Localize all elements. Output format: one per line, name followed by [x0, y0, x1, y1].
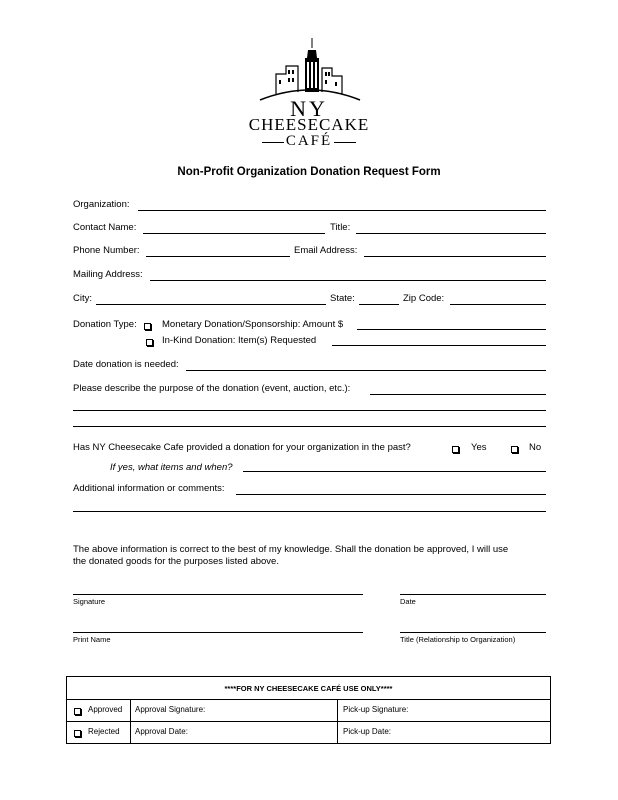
date-needed-label: Date donation is needed:	[73, 359, 179, 370]
email-field[interactable]	[364, 256, 546, 257]
form-title: Non-Profit Organization Donation Request Form	[177, 166, 441, 178]
signature-label: Signature	[73, 597, 106, 606]
inkind-items-field[interactable]	[332, 345, 546, 346]
office-use-col-1	[130, 699, 131, 743]
contact-name-label: Contact Name:	[73, 222, 137, 233]
approval-signature-label: Approval Signature:	[135, 705, 206, 714]
office-use-divider-2	[67, 721, 550, 722]
organization-field[interactable]	[138, 210, 546, 211]
relationship-label: Title (Relationship to Organization)	[400, 635, 516, 644]
logo-cheesecake: CHEESECAKE	[248, 115, 370, 134]
organization-label: Organization:	[73, 199, 130, 210]
past-donation-label: Has NY Cheesecake Cafe provided a donation for your organization in the past?	[73, 442, 411, 453]
zip-label: Zip Code:	[403, 293, 445, 304]
zip-field[interactable]	[450, 304, 546, 305]
contact-name-field[interactable]	[143, 233, 325, 234]
approval-date-label: Approval Date:	[135, 727, 188, 736]
phone-field[interactable]	[146, 256, 290, 257]
statement-line-2: the donated goods for the purposes listed above.	[73, 556, 279, 567]
if-yes-label: If yes, what items and when?	[110, 462, 233, 473]
phone-label: Phone Number:	[73, 245, 140, 256]
approved-checkbox[interactable]	[74, 706, 83, 715]
email-label: Email Address:	[294, 245, 358, 256]
rejected-checkbox[interactable]	[74, 728, 83, 737]
logo-ny: NY	[290, 96, 328, 121]
date-label: Date	[400, 597, 416, 606]
yes-label: Yes	[471, 442, 487, 453]
purpose-field-1[interactable]	[370, 394, 546, 395]
yes-checkbox[interactable]	[452, 444, 461, 453]
monetary-label: Monetary Donation/Sponsorship: Amount $	[162, 319, 344, 330]
purpose-field-3[interactable]	[73, 426, 546, 427]
inkind-checkbox[interactable]	[146, 337, 155, 346]
logo-rule-right	[334, 142, 356, 143]
mailing-field[interactable]	[150, 280, 546, 281]
pickup-signature-label: Pick-up Signature:	[343, 705, 409, 714]
title-label: Title:	[330, 222, 351, 233]
skyline-logo-icon	[254, 36, 366, 104]
date-field[interactable]	[400, 594, 546, 595]
print-name-field[interactable]	[73, 632, 363, 633]
pickup-date-label: Pick-up Date:	[343, 727, 392, 736]
monetary-amount-field[interactable]	[357, 329, 546, 330]
mailing-label: Mailing Address:	[73, 269, 143, 280]
city-field[interactable]	[96, 304, 326, 305]
no-checkbox[interactable]	[511, 444, 520, 453]
state-field[interactable]	[359, 304, 399, 305]
no-label: No	[529, 442, 542, 453]
office-use-col-2	[337, 699, 338, 743]
logo-cafe: CAFÉ	[285, 133, 333, 149]
relationship-field[interactable]	[400, 632, 546, 633]
statement-line-1: The above information is correct to the best of my knowledge. Shall the donation be approved, I will use	[73, 544, 509, 555]
city-label: City:	[73, 293, 92, 304]
monetary-checkbox[interactable]	[144, 321, 153, 330]
additional-field-2[interactable]	[73, 511, 546, 512]
office-use-table	[66, 676, 551, 744]
rejected-label: Rejected	[88, 727, 120, 736]
office-use-divider-1	[67, 699, 550, 700]
signature-field[interactable]	[73, 594, 363, 595]
additional-label: Additional information or comments:	[73, 483, 225, 494]
title-field[interactable]	[356, 233, 546, 234]
additional-field-1[interactable]	[236, 494, 546, 495]
date-needed-field[interactable]	[186, 370, 546, 371]
state-label: State:	[330, 293, 355, 304]
print-name-label: Print Name	[73, 635, 111, 644]
if-yes-field[interactable]	[243, 471, 546, 472]
purpose-field-2[interactable]	[73, 410, 546, 411]
donation-type-label: Donation Type:	[73, 319, 137, 330]
office-use-header: ****FOR NY CHEESECAKE CAFÉ USE ONLY****	[224, 684, 393, 693]
approved-label: Approved	[88, 705, 123, 714]
purpose-label: Please describe the purpose of the donation (event, auction, etc.):	[73, 383, 351, 394]
inkind-label: In-Kind Donation: Item(s) Requested	[162, 335, 317, 346]
